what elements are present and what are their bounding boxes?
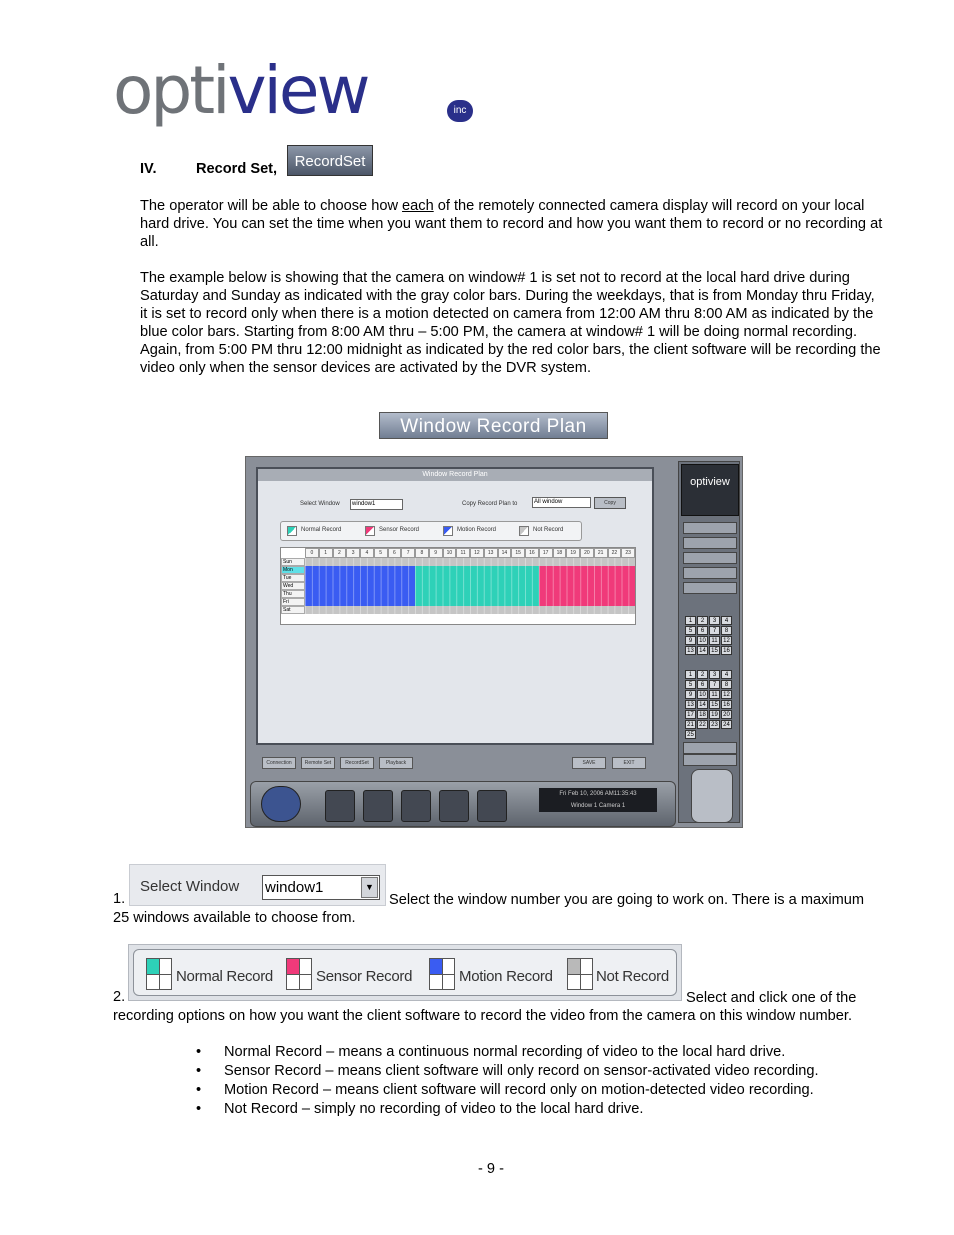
off-all-button[interactable] (683, 754, 737, 766)
not-record-icon[interactable] (567, 958, 593, 990)
legend-mini (280, 521, 582, 541)
sensor-record-swatch[interactable] (365, 526, 375, 536)
lock-icon[interactable] (401, 790, 431, 822)
optiview-logo (113, 52, 368, 129)
color-adjust-button[interactable] (683, 567, 737, 579)
copy-plan-dropdown[interactable]: All window (532, 497, 591, 508)
on-all-button[interactable] (683, 742, 737, 754)
schedule-bar-motion[interactable] (305, 582, 415, 590)
number-button[interactable]: 20 (721, 710, 732, 719)
record-plan-panel (256, 467, 654, 745)
schedule-bar-not-record[interactable] (305, 606, 635, 614)
day-label: Sun (281, 558, 305, 566)
number-button[interactable]: 9 (685, 690, 696, 699)
number-button[interactable]: 16 (721, 700, 732, 709)
full-screen-button[interactable] (683, 582, 737, 594)
number-button[interactable]: 5 (685, 680, 696, 689)
schedule-bar-sensor[interactable] (539, 566, 635, 574)
status-display (539, 788, 657, 812)
number-button[interactable]: 18 (697, 710, 708, 719)
hour-label: 15 (511, 548, 525, 558)
schedule-bar-normal[interactable] (415, 590, 539, 598)
day-label: Wed (281, 582, 305, 590)
disconnect-button[interactable] (683, 537, 737, 549)
schedule-bar-sensor[interactable] (539, 582, 635, 590)
section-heading (140, 161, 277, 177)
number-button[interactable]: 5 (685, 626, 696, 635)
hour-label: 2 (333, 548, 347, 558)
select-window-dropdown[interactable]: window1 (350, 499, 403, 510)
bullet-item: • Motion Record – means client software will record only on motion-detected video recording. (196, 1082, 814, 1098)
ptz-control-button[interactable] (683, 552, 737, 564)
number-button[interactable]: 13 (685, 700, 696, 709)
logo-text-gray: opti (113, 52, 228, 129)
schedule-bar-normal[interactable] (415, 566, 539, 574)
number-button[interactable]: 14 (697, 646, 708, 655)
copy-plan-label: Copy Record Plan to (462, 501, 518, 507)
panel-title: Window Record Plan (258, 469, 652, 481)
hour-label: 12 (470, 548, 484, 558)
schedule-bar-motion[interactable] (305, 598, 415, 606)
step1-text: Select the window number you are going to work on. There is a maximum 25 windows available to choose from. (113, 892, 865, 926)
number-button[interactable]: 2 (697, 616, 708, 625)
hour-label: 17 (539, 548, 553, 558)
legend-motion[interactable]: Motion Record (457, 527, 497, 533)
power-button-icon[interactable] (691, 769, 733, 823)
number-button[interactable]: 24 (721, 720, 732, 729)
status-datetime: Fri Feb 10, 2006 AM11:35:43 (559, 791, 637, 797)
menu-icon[interactable] (477, 790, 507, 822)
schedule-bar-motion[interactable] (305, 574, 415, 582)
page-number: - 9 - (478, 1161, 504, 1177)
normal-record-swatch[interactable] (287, 526, 297, 536)
hour-label: 8 (415, 548, 429, 558)
schedule-grid[interactable] (280, 547, 636, 625)
hour-label: 16 (525, 548, 539, 558)
number-button[interactable]: 15 (709, 700, 720, 709)
exit-button[interactable]: EXIT (612, 757, 646, 769)
sensor-record-label[interactable]: Sensor Record (316, 968, 413, 985)
step2-text: Select and click one of the recording options on how you want the client software to record the video from the camera on this window number. (113, 990, 857, 1024)
step2-number: 2. (113, 989, 126, 1005)
select-window-input[interactable]: window1 ▼ (262, 875, 380, 900)
not-record-swatch[interactable] (519, 526, 529, 536)
schedule-bar-not-record[interactable] (305, 558, 635, 566)
number-button[interactable]: 11 (709, 690, 720, 699)
status-window-camera: Window 1 Camera 1 (570, 803, 626, 809)
number-button[interactable]: 7 (709, 626, 720, 635)
number-button[interactable]: 1 (685, 616, 696, 625)
number-button[interactable]: 1 (685, 670, 696, 679)
hour-label: 4 (360, 548, 374, 558)
app-screenshot (245, 456, 743, 828)
day-labels (281, 558, 305, 614)
number-button[interactable]: 8 (721, 680, 732, 689)
hour-header (305, 548, 635, 558)
display-icon[interactable] (439, 790, 469, 822)
number-button[interactable]: 6 (697, 680, 708, 689)
select-window-label: Select Window (300, 501, 340, 507)
camera-number-grid[interactable] (685, 670, 732, 739)
motion-record-icon[interactable] (429, 958, 455, 990)
number-button[interactable]: 9 (685, 636, 696, 645)
connection-tab[interactable]: Connection (262, 757, 296, 769)
number-button[interactable]: 13 (685, 646, 696, 655)
not-record-label[interactable]: Not Record (596, 968, 669, 985)
normal-record-icon[interactable] (146, 958, 172, 990)
hour-label: 20 (580, 548, 594, 558)
number-button[interactable]: 10 (697, 636, 708, 645)
setting-icon[interactable] (363, 790, 393, 822)
legend-normal[interactable]: Normal Record (301, 527, 342, 533)
number-button[interactable]: 6 (697, 626, 708, 635)
number-button[interactable]: 4 (721, 670, 732, 679)
hour-label: 14 (498, 548, 512, 558)
hour-label: 6 (388, 548, 402, 558)
day-label: Fri (281, 598, 305, 606)
hour-label: 3 (346, 548, 360, 558)
number-button[interactable]: 10 (697, 690, 708, 699)
number-button[interactable]: 15 (709, 646, 720, 655)
number-button[interactable]: 16 (721, 646, 732, 655)
number-button[interactable]: 12 (721, 636, 732, 645)
day-label: Tue (281, 574, 305, 582)
bottom-dock (250, 781, 676, 827)
hour-label: 21 (594, 548, 608, 558)
section-title: Record Set, (196, 161, 278, 177)
number-button[interactable]: 19 (709, 710, 720, 719)
number-button[interactable]: 8 (721, 626, 732, 635)
sensor-record-icon[interactable] (286, 958, 312, 990)
intro-paragraph: The operator will be able to choose how each of the remotely connected camera display will record on your local hard drive. You can set the time when you want them to record and how you want them to record or no recording at all. (140, 198, 883, 250)
recordset-tab[interactable]: RecordSet (340, 757, 374, 769)
number-button[interactable]: 14 (697, 700, 708, 709)
schedule-bar-motion[interactable] (305, 566, 415, 574)
hour-label: 7 (401, 548, 415, 558)
hour-label: 9 (429, 548, 443, 558)
legend-sensor[interactable]: Sensor Record (379, 527, 420, 533)
day-label: Sat (281, 606, 305, 614)
chevron-down-icon[interactable]: ▼ (361, 877, 378, 898)
schedule-bar-sensor[interactable] (539, 574, 635, 582)
number-button[interactable]: 22 (697, 720, 708, 729)
save-button[interactable]: SAVE (572, 757, 606, 769)
select-window-label-large: Select Window (140, 878, 240, 895)
schedule-bar-motion[interactable] (305, 590, 415, 598)
remote-set-tab[interactable]: Remote Set (301, 757, 335, 769)
bullet-item: • Normal Record – means a continuous normal recording of video to the local hard drive. (196, 1044, 786, 1060)
motion-record-swatch[interactable] (443, 526, 453, 536)
example-paragraph: The example below is showing that the camera on window# 1 is set not to record at the local hard drive during Saturday and Sunday as indicated with the gray color bars. During the weekdays, that is from Monday thru Friday, it is set to record only when there is a motion detected on camera from 12:00 AM thru 8:00 AM as indicated by the blue color bars. Starting from 8:00 AM thru – 5:00 PM, the camera at window# 1 will be doing normal recording. Again, from 5:00 PM thru 12:00 midnight as indicated by the red color bars, the client software will be recording the video only when the sensor devices are activated by the DVR system. (140, 270, 881, 376)
window-record-plan-title: Window Record Plan (379, 412, 608, 439)
playback-icon[interactable] (325, 790, 355, 822)
schedule-bar-sensor[interactable] (539, 590, 635, 598)
number-button[interactable]: 12 (721, 690, 732, 699)
day-label: Mon (281, 566, 305, 574)
number-button[interactable]: 4 (721, 616, 732, 625)
number-button[interactable]: 21 (685, 720, 696, 729)
hour-label: 1 (319, 548, 333, 558)
number-button[interactable]: 17 (685, 710, 696, 719)
logo-inc-badge: inc (447, 100, 473, 122)
hour-label: 13 (484, 548, 498, 558)
bullet-item: • Sensor Record – means client software will only record on sensor-activated video recording. (196, 1063, 819, 1079)
hour-label: 10 (443, 548, 457, 558)
number-button[interactable]: 25 (685, 730, 696, 739)
schedule-bar-normal[interactable] (415, 574, 539, 582)
step1-number: 1. (113, 891, 126, 907)
number-button[interactable]: 2 (697, 670, 708, 679)
hour-label: 11 (456, 548, 470, 558)
window-number-grid[interactable] (685, 616, 732, 655)
day-label: Thu (281, 590, 305, 598)
number-button[interactable]: 3 (709, 616, 720, 625)
schedule-bar-normal[interactable] (415, 598, 539, 606)
number-button[interactable]: 23 (709, 720, 720, 729)
navigation-dial-icon[interactable] (261, 786, 301, 822)
hour-label: 22 (608, 548, 622, 558)
hour-label: 23 (621, 548, 635, 558)
legend-not-record[interactable]: Not Record (533, 527, 564, 533)
schedule-bar-sensor[interactable] (539, 598, 635, 606)
sidebar-logo: optiview (681, 464, 739, 516)
copy-button[interactable]: Copy (594, 497, 626, 509)
number-button[interactable]: 7 (709, 680, 720, 689)
number-button[interactable]: 11 (709, 636, 720, 645)
bullet-item: • Not Record – simply no recording of video to the local hard drive. (196, 1101, 644, 1117)
number-button[interactable]: 3 (709, 670, 720, 679)
hour-label: 5 (374, 548, 388, 558)
section-number: IV. (140, 161, 157, 177)
schedule-bar-normal[interactable] (415, 582, 539, 590)
hour-label: 19 (566, 548, 580, 558)
playback-tab[interactable]: Playback (379, 757, 413, 769)
logo-text-blue: view (227, 52, 368, 129)
group-connect-button[interactable] (683, 522, 737, 534)
hour-label: 0 (305, 548, 319, 558)
recordset-button-image: RecordSet (287, 145, 373, 176)
hour-label: 18 (553, 548, 567, 558)
normal-record-label[interactable]: Normal Record (176, 968, 273, 985)
motion-record-label[interactable]: Motion Record (459, 968, 553, 985)
